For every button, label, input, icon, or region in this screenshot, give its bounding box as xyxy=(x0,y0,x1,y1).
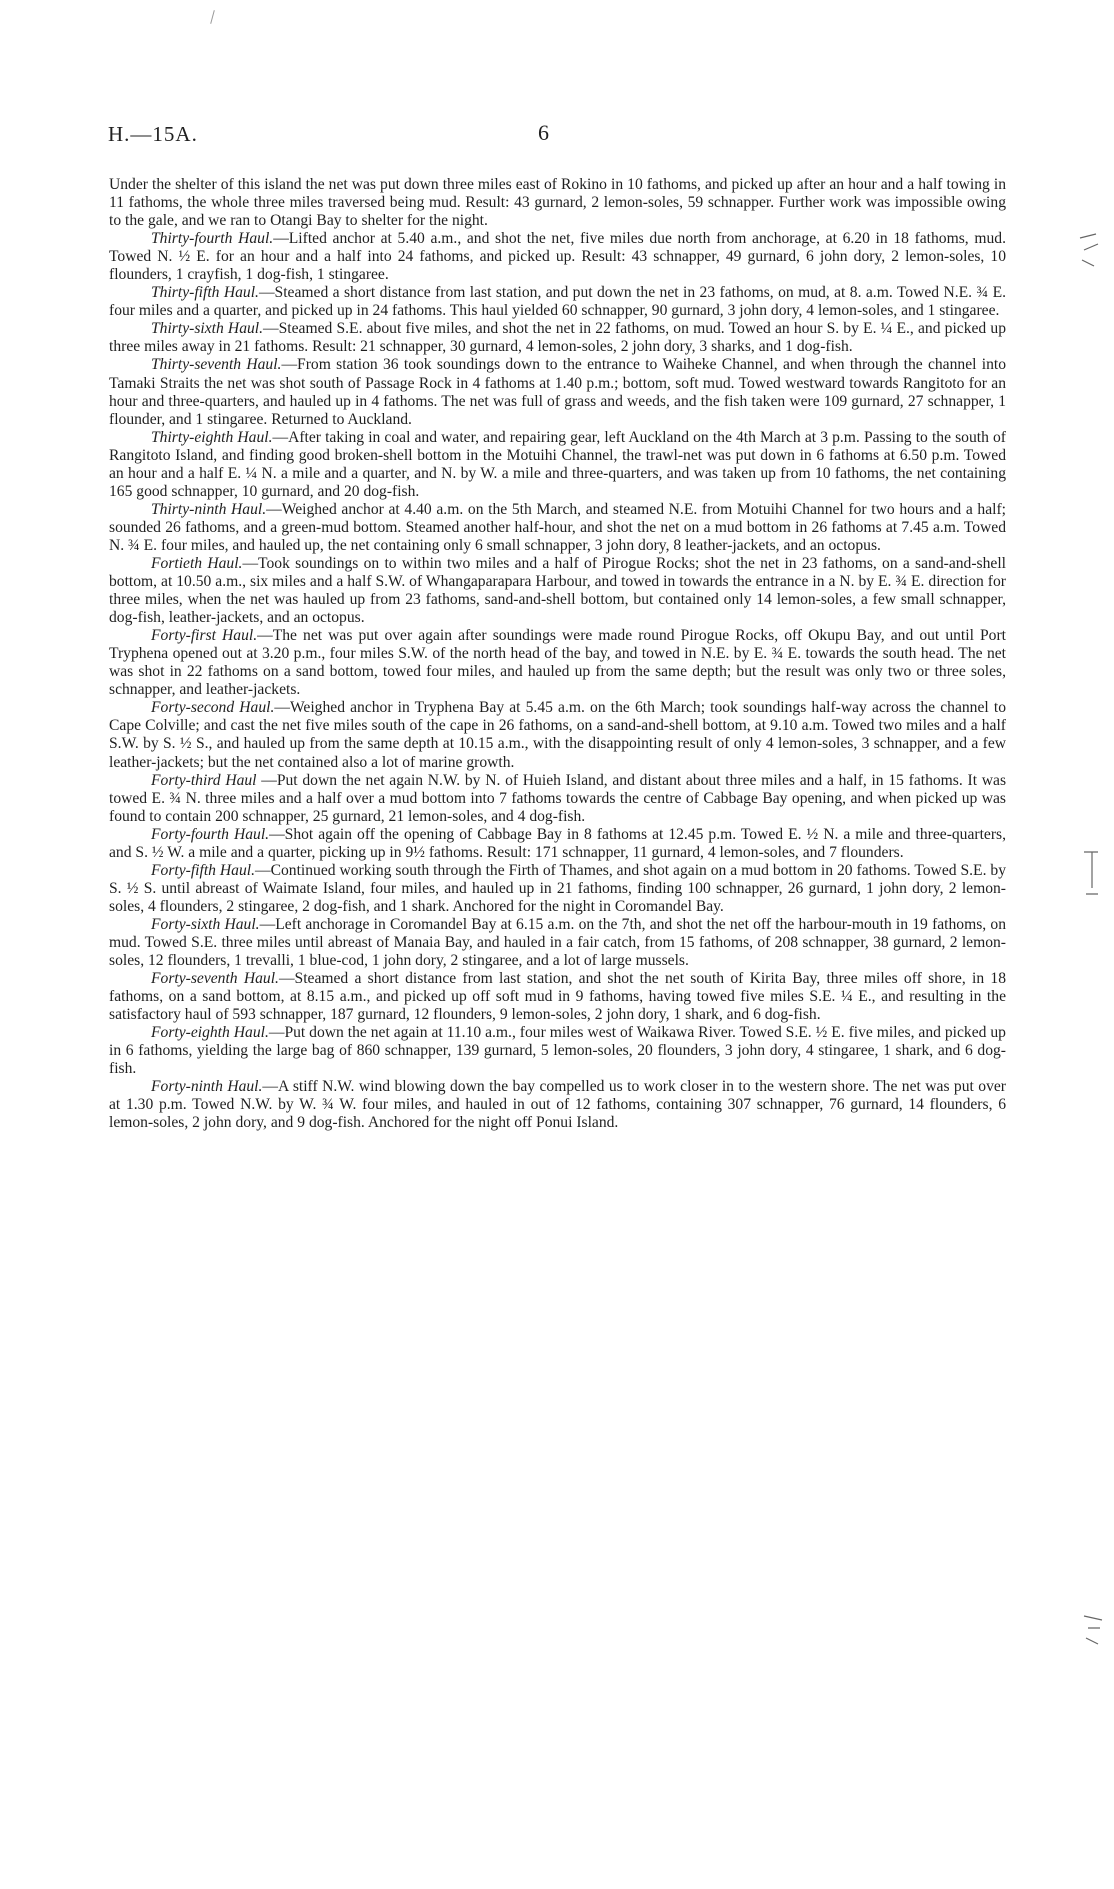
paragraph-haul-40 xyxy=(109,555,1006,627)
paragraph-text: —Left anchorage in Coromandel Bay at 6.15 a.m. on the 7th, and shot the net off the harbour-mouth in 19 fathoms, on mud. Towed S.E. three miles until abreast of Manaia Bay, and hauled in a fair catch, from 15 fathoms, of 208 schnapper, 38 gurnard, 2 lemon-soles, 12 flounders, 1 trevalli, 1 blue-cod, 1 john dory, 2 stingaree, and a lot of large mussels. xyxy=(109,915,1007,970)
paragraph-haul-41 xyxy=(109,627,1006,699)
haul-title: Forty-second Haul. xyxy=(151,699,275,717)
paragraph-text: —From station 36 took soundings down to the entrance to Waiheke Channel, and when through the channel into Tamaki Straits the net was shot south of Passage Rock in 4 fathoms at 1.40 p.m.; bottom, soft mud. Towed westward towards Rangitoto for an hour and three-quarters, and hauled up in 4 fathoms. The net was full of grass and weeds, and the fish taken were 109 gurnard, 27 schnapper, 1 flounder, and 1 stingaree. Returned to Auckland. xyxy=(109,356,1006,428)
paragraph-text: —Continued working south through the Firth of Thames, and shot again on a mud bottom in 20 fathoms. Towed S.E. by S. ½ S. until abreast of Waimate Island, four miles, and hauled up in 21 fathoms, finding 100 schnapper, 26 gurnard, 1 john dory, 2 lemon-soles, 4 flounders, 2 stingaree, 2 dog-fish, and 1 shark. Anchored for the night in Coromandel Bay. xyxy=(109,861,1006,915)
paragraph-text: —Steamed S.E. about five miles, and shot the net in 22 fathoms, on mud. Towed an hour S. by E. ¼ E., and picked up three miles away in 21 fathoms. Result: 21 schnapper, 30 gurnard, 4 lemon-soles, 2 john dory, 3 sharks, and 1 dog-fish. xyxy=(109,320,1006,356)
paragraph-text: —Shot again off the opening of Cabbage Bay in 8 fathoms at 12.45 p.m. Towed E. ½ N. a mile and three-quarters, and S. ½ W. a mile and a quarter, picking up in 9½ fathoms. Result: 171 schnapper, 11 gurnard, 4 lemon-soles, and 7 flounders. xyxy=(109,825,1007,861)
margin-pencil-mark xyxy=(1076,230,1102,270)
paragraph-haul-39 xyxy=(109,501,1006,555)
paragraph-haul-49 xyxy=(109,1078,1006,1132)
page-header xyxy=(108,122,1008,152)
paragraph-haul-43 xyxy=(109,772,1006,826)
paragraph-haul-37 xyxy=(109,356,1006,428)
haul-title: Forty-first Haul. xyxy=(151,627,258,645)
paragraph-intro xyxy=(109,176,1006,230)
haul-title: Forty-fifth Haul. xyxy=(151,861,255,879)
paragraph-text: —Weighed anchor in Tryphena Bay at 5.45 a.m. on the 6th March; took soundings half-way across the channel to Cape Colville; and cast the net five miles south of the cape in 26 fathoms, on a sand-and-shell bottom, at 9.10 a.m. Towed two miles and a half S.W. by S. ½ S., and hauled up from the same depth at 10.15 a.m., with the disappointing result of only 4 lemon-soles, 3 schnapper, and a few leather-jackets; but the net contained also a lot of marine growth. xyxy=(109,699,1006,771)
haul-title: Thirty-seventh Haul. xyxy=(151,356,282,374)
haul-title: Thirty-ninth Haul. xyxy=(151,500,267,518)
paragraph-text: —After taking in coal and water, and repairing gear, left Auckland on the 4th March at 3 p.m. Passing to the south of Rangitoto Island, and finding good broken-shell bottom in the Motuihi Channel, the trawl-net was put down in 6 fathoms at 6.50 p.m. Towed an hour and a half E. ¼ N. a mile and a quarter, and N. by W. a mile and three-quarters, and was taken up from 10 fathoms, the net containing 165 good schnapper, 10 gurnard, and 20 dog-fish. xyxy=(109,428,1006,500)
haul-title: Thirty-fifth Haul. xyxy=(151,284,259,302)
paragraph-haul-47 xyxy=(109,970,1006,1024)
paragraph-haul-48 xyxy=(109,1024,1006,1078)
paragraph-haul-36 xyxy=(109,320,1006,356)
haul-title: Fortieth Haul. xyxy=(151,554,243,572)
haul-title: Forty-ninth Haul. xyxy=(151,1078,263,1096)
haul-title: Forty-fourth Haul. xyxy=(151,825,270,843)
page-number: 6 xyxy=(538,120,549,145)
haul-title: Thirty-eighth Haul. xyxy=(151,428,273,446)
paragraph-haul-42 xyxy=(109,699,1006,771)
document-reference: H.—15A. xyxy=(108,122,198,146)
paragraph-haul-34 xyxy=(109,230,1006,284)
haul-title: Forty-sixth Haul. xyxy=(151,915,260,933)
haul-title: Thirty-sixth Haul. xyxy=(151,320,264,338)
paragraph-text: —Put down the net again at 11.10 a.m., four miles west of Waikawa River. Towed S.E. ½ E. five miles, and picked up in 6 fathoms, yielding the large bag of 860 schnapper, 139 gurnard, 5 lemon-soles, 20 flounders, 3 john dory, 4 stingaree, 1 shark, and 6 dog-fish. xyxy=(109,1024,1006,1078)
paragraph-text: —Lifted anchor at 5.40 a.m., and shot the net, five miles due north from anchorage, at 6.20 in 18 fathoms, mud. Towed N. ½ E. for an hour and a half into 24 fathoms, and picked up. Result: 43 schnapper, 49 gurnard, 6 john dory, 2 lemon-soles, 10 flounders, 1 crayfish, 1 dog-fish, 1 stingaree. xyxy=(109,230,1006,284)
haul-title: Forty-eighth Haul. xyxy=(151,1024,269,1042)
margin-bracket-mark xyxy=(1080,848,1104,900)
paragraph-haul-45 xyxy=(109,862,1006,916)
paragraph-text: —Weighed anchor at 4.40 a.m. on the 5th March, and steamed N.E. from Motuihi Channel for two hours and a half; sounded 26 fathoms, and a green-mud bottom. Steamed another half-hour, and shot the net on a mud bottom in 26 fathoms at 7.45 a.m. Towed N. ¾ E. four miles, and hauled up, the net containing only 6 small schnapper, 3 john dory, 8 leather-jackets, and an octopus. xyxy=(109,500,1006,554)
paragraph-haul-38 xyxy=(109,429,1006,501)
paragraph-text: —Steamed a short distance from last station, and put down the net in 23 fathoms, on mud, at 8. a.m. Towed N.E. ¾ E. four miles and a quarter, and picked up in 24 fathoms. This haul yielded 60 schnapper, 90 gurnard, 3 john dory, 4 lemon-soles, and 1 stingaree. xyxy=(109,284,1007,320)
margin-pencil-mark xyxy=(1080,1610,1106,1650)
paragraph-text: —Took soundings on to within two miles and a half of Pirogue Rocks; shot the net in 23 fathoms, on a sand-and-shell bottom, at 10.50 a.m., six miles and a half S.W. of Whangaparapara Harbour, and towed in towards the entrance in a N. by E. ¾ E. direction for three miles, when the net was hauled up from 23 fathoms, sand-and-shell bottom, but contained only 14 lemon-soles, a few small schnapper, dog-fish, leather-jackets, and an octopus. xyxy=(109,554,1006,627)
haul-title: Forty-third Haul xyxy=(151,771,257,789)
haul-title: Thirty-fourth Haul. xyxy=(151,230,274,248)
paragraph-haul-35 xyxy=(109,284,1006,320)
stray-pen-mark xyxy=(210,10,215,24)
paragraph-text: —Put down the net again N.W. by N. of Huieh Island, and distant about three miles and a half, in 15 fathoms. It was towed E. ¾ N. three miles and a half over a mud bottom into 7 fathoms towards the centre of Cabbage Bay opening, and when picked up was found to contain 200 schnapper, 25 gurnard, 21 lemon-soles, and 4 dog-fish. xyxy=(109,771,1007,825)
body-text xyxy=(109,176,1006,1132)
paragraph-text: —Steamed a short distance from last station, and shot the net south of Kirita Bay, three miles off shore, in 18 fathoms, on a sand bottom, at 8.15 a.m., and picked up off soft mud in 9 fathoms, having towed five miles S.E. ¼ E., and resulting in the satisfactory haul of 593 schnapper, 187 gurnard, 12 flounders, 9 lemon-soles, 2 john dory, 1 shark, and 6 dog-fish. xyxy=(109,970,1006,1024)
paragraph-text: —The net was put over again after soundings were made round Pirogue Rocks, off Okupu Bay, and out until Port Tryphena opened out at 3.20 p.m., four miles S.W. of the north head of the bay, and towed in N.E. by E. ¾ E. towards the south head. The net was shot in 22 fathoms on a sand bottom, towed four miles, and hauled up from the same depth; but the result was only two or three soles, schnapper, and leather-jackets. xyxy=(109,627,1006,699)
haul-title: Forty-seventh Haul. xyxy=(151,970,279,988)
paragraph-text: —A stiff N.W. wind blowing down the bay compelled us to work closer in to the western shore. The net was put over at 1.30 p.m. Towed N.W. by W. ¾ W. four miles, and hauled in out of 12 fathoms, containing 307 schnapper, 76 gurnard, 14 flounders, 6 lemon-soles, 2 john dory, and 9 dog-fish. Anchored for the night off Ponui Island. xyxy=(109,1078,1006,1132)
paragraph-text: Under the shelter of this island the net was put down three miles east of Rokino in 10 fathoms, and picked up after an hour and a half towing in 11 fathoms, the whole three miles traversed being mud. Result: 43 gurnard, 2 lemon-soles, 59 schnapper. Further work was impossible owing to the gale, and we ran to Otangi Bay to shelter for the night. xyxy=(109,176,1006,230)
paragraph-haul-46 xyxy=(109,916,1006,970)
paragraph-haul-44 xyxy=(109,826,1006,862)
